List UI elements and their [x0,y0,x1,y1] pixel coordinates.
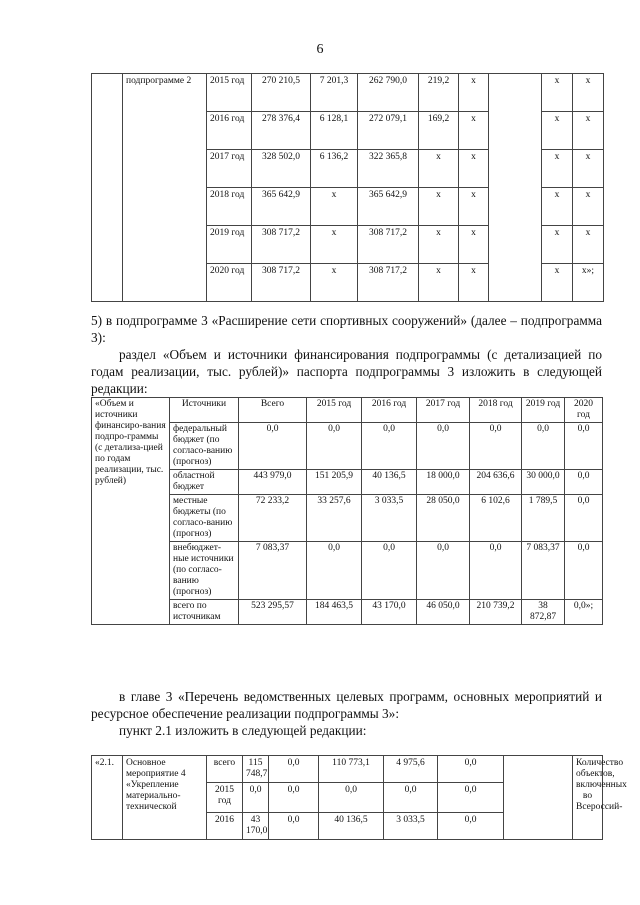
value-cell: x [459,150,489,188]
year-cell: 2017 год [207,150,252,188]
value-cell: 0,0 [307,542,362,600]
value-cell: 7 083,37 [522,542,565,600]
value-cell: 1 789,5 [522,495,565,542]
source-cell: областной бюджет [170,470,239,495]
value-cell: x [459,188,489,226]
year-cell: 2016 год [207,112,252,150]
value-cell: x [542,112,573,150]
value-cell: x [311,226,358,264]
value-cell: 0,0 [438,783,504,813]
value-cell: x [419,150,459,188]
value-cell: 0,0 [565,470,603,495]
column-header: 2015 год [307,398,362,423]
value-cell: 6 102,6 [470,495,522,542]
empty-cell [489,74,542,302]
value-cell: 0,0 [470,423,522,470]
value-cell: x [459,226,489,264]
column-header: 2018 год [470,398,522,423]
value-cell: 18 000,0 [417,470,470,495]
source-cell: федеральный бюджет (по согласо-ванию (прогноз) [170,423,239,470]
value-cell: x [542,150,573,188]
value-cell: 6 128,1 [311,112,358,150]
value-cell: 0,0 [362,542,417,600]
value-cell: 328 502,0 [252,150,311,188]
value-cell: 0,0 [522,423,565,470]
value-cell: 0,0 [269,783,319,813]
value-cell: 72 233,2 [239,495,307,542]
value-cell: 0,0 [269,813,319,840]
value-cell: 272 079,1 [358,112,419,150]
year-cell: 2016 [207,813,243,840]
value-cell: x [542,74,573,112]
value-cell: 308 717,2 [358,264,419,302]
value-cell: 6 136,2 [311,150,358,188]
value-cell: 0,0 [438,756,504,783]
table-funding-subprogram-3 [91,397,603,625]
value-cell: 38 872,87 [522,600,565,625]
table-item-2-1 [91,755,627,840]
value-cell: 0,0 [565,495,603,542]
value-cell: 110 773,1 [319,756,384,783]
value-cell: x [573,74,604,112]
year-cell: 2018 год [207,188,252,226]
item-number: «2.1. [92,756,123,840]
value-cell: 219,2 [419,74,459,112]
value-cell: 365 642,9 [358,188,419,226]
value-cell: x [311,264,358,302]
year-cell: 2015 год [207,783,243,813]
value-cell: x [542,188,573,226]
value-cell: 0,0 [384,783,438,813]
value-cell: 308 717,2 [252,226,311,264]
value-cell: 262 790,0 [358,74,419,112]
source-cell: местные бюджеты (по согласо-ванию (прогноз) [170,495,239,542]
value-cell: 0,0 [319,783,384,813]
value-cell: x»; [573,264,604,302]
value-cell: 28 050,0 [417,495,470,542]
column-header: 2019 год [522,398,565,423]
value-cell: 115 748,7 [243,756,269,783]
value-cell: 46 050,0 [417,600,470,625]
value-cell: 184 463,5 [307,600,362,625]
value-cell: 30 000,0 [522,470,565,495]
indicator-name: Количество объектов, включенных во Всероссий- [573,756,603,840]
value-cell: x [419,226,459,264]
year-cell: всего [207,756,243,783]
value-cell: x [419,264,459,302]
column-header: Источники [170,398,239,423]
value-cell: 0,0 [470,542,522,600]
value-cell: 4 975,6 [384,756,438,783]
table-row [92,398,603,423]
value-cell: 0,0 [362,423,417,470]
value-cell: x [459,264,489,302]
value-cell: 3 033,5 [384,813,438,840]
value-cell: 40 136,5 [319,813,384,840]
value-cell: x [573,150,604,188]
value-cell: 0,0 [438,813,504,840]
table-row [92,74,604,112]
value-cell: 43 170,0 [243,813,269,840]
value-cell: x [311,188,358,226]
subprogram-label: подпрограмме 2 [123,74,207,302]
value-cell: 7 201,3 [311,74,358,112]
year-cell: 2019 год [207,226,252,264]
value-cell: 0,0 [417,542,470,600]
value-cell: x [573,188,604,226]
value-cell: 0,0 [243,783,269,813]
value-cell: 0,0 [417,423,470,470]
empty-cell [504,756,573,840]
value-cell: 270 210,5 [252,74,311,112]
activity-name: Основное мероприятие 4 «Укрепление материально-технической [123,756,207,840]
column-header: 2016 год [362,398,417,423]
value-cell: 3 033,5 [362,495,417,542]
value-cell: x [542,264,573,302]
value-cell: 40 136,5 [362,470,417,495]
paragraph-section-change: раздел «Объем и источники финансирования подпрограммы (с детализацией по годам реализации, тыс. рублей)» паспорта подпрограммы 3 изложить в следующей редакции: [91,347,602,396]
year-cell: 2020 год [207,264,252,302]
value-cell: x [573,112,604,150]
value-cell: 204 636,6 [470,470,522,495]
value-cell: 169,2 [419,112,459,150]
value-cell: 210 739,2 [470,600,522,625]
value-cell: 322 365,8 [358,150,419,188]
table-subprogram-2 [91,73,604,302]
value-cell: 365 642,9 [252,188,311,226]
value-cell: 443 979,0 [239,470,307,495]
value-cell: x [459,74,489,112]
value-cell: 151 205,9 [307,470,362,495]
column-header: 2017 год [417,398,470,423]
value-cell: 308 717,2 [358,226,419,264]
source-cell: всего по источникам [170,600,239,625]
funding-label: «Объем и источники финансиро-вания подпро-граммы (с детализа-цией по годам реализации, тыс. рублей) [92,398,170,625]
value-cell: 33 257,6 [307,495,362,542]
paragraph-item-5: 5) в подпрограмме 3 «Расширение сети спортивных сооружений» (далее – подпрограмма 3): [91,313,602,345]
source-cell: внебюджет-ные источники (по согласо-ванию (прогноз) [170,542,239,600]
value-cell: 0,0»; [565,600,603,625]
value-cell: 308 717,2 [252,264,311,302]
value-cell: 0,0 [565,542,603,600]
value-cell: 523 295,57 [239,600,307,625]
value-cell: 278 376,4 [252,112,311,150]
value-cell: 0,0 [307,423,362,470]
value-cell: x [459,112,489,150]
value-cell: 7 083,37 [239,542,307,600]
value-cell: 0,0 [239,423,307,470]
column-header: Всего [239,398,307,423]
empty-cell [92,74,123,302]
value-cell: 0,0 [269,756,319,783]
table-row [92,756,603,783]
value-cell: 0,0 [565,423,603,470]
paragraph-chapter-3: в главе 3 «Перечень ведомственных целевых программ, основных мероприятий и ресурсное обеспечение реализации подпрограммы 3»: [91,689,602,721]
column-header: 2020 год [565,398,603,423]
value-cell: x [573,226,604,264]
value-cell: 43 170,0 [362,600,417,625]
page-number: 6 [316,42,324,57]
value-cell: x [419,188,459,226]
value-cell: x [542,226,573,264]
paragraph-item-2-1: пункт 2.1 изложить в следующей редакции: [119,723,367,738]
year-cell: 2015 год [207,74,252,112]
